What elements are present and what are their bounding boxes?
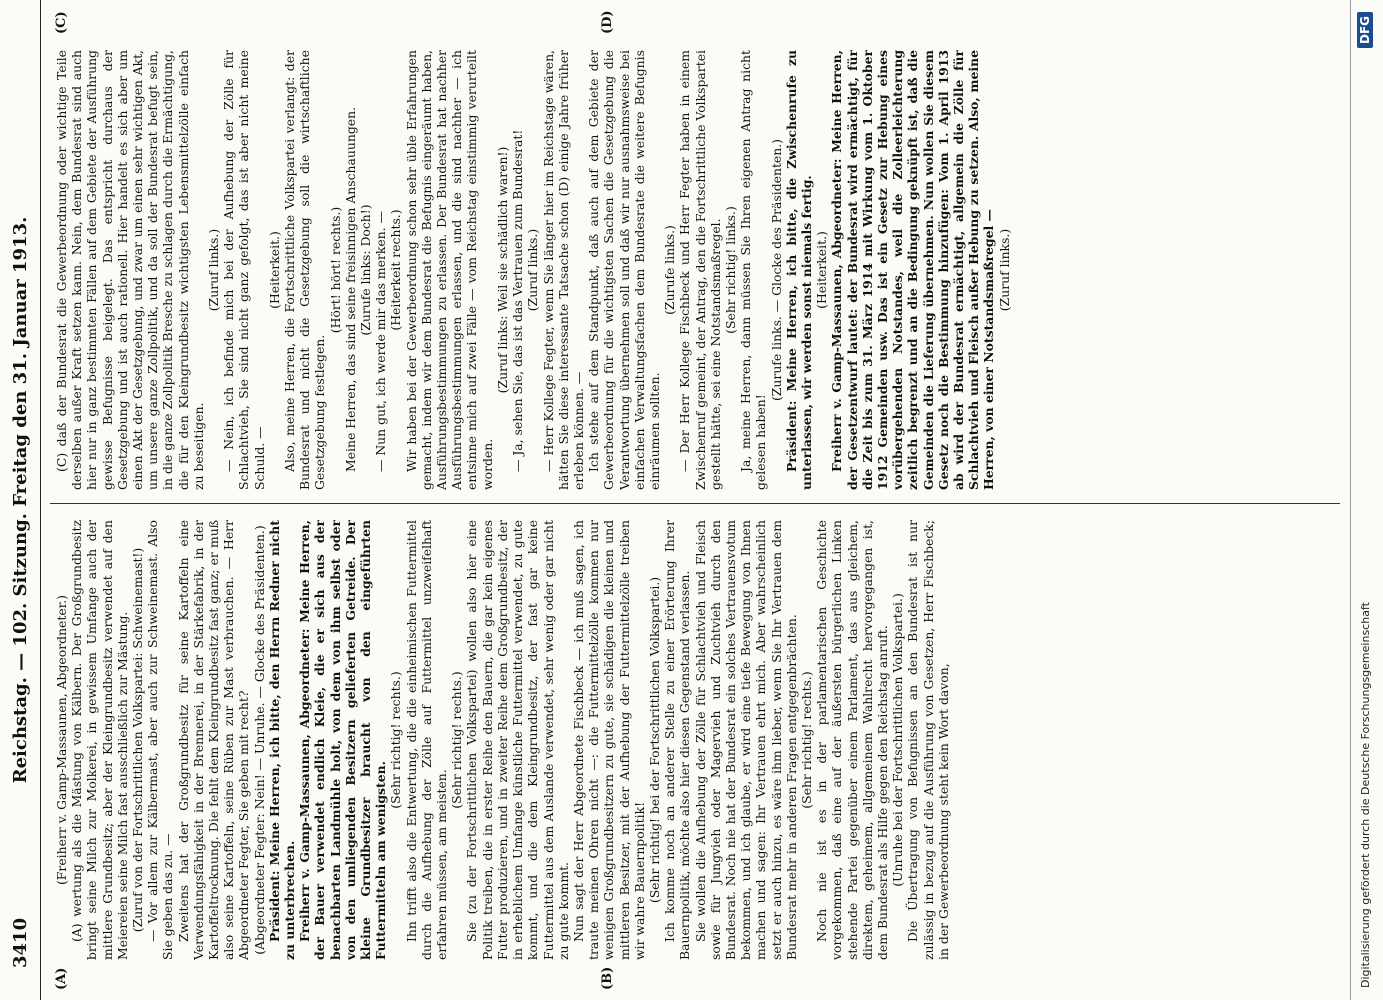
interjection: (Sehr richtig! rechts.) — [388, 671, 404, 809]
interjection: (Zuruf links: Weil sie schädlich waren!) — [494, 146, 510, 394]
interjection: (Sehr richtig! bei der Fortschrittlichen Volkspartei.) — [646, 576, 662, 904]
paragraph: Ihn trifft also die Entwertung, die die einheimischen Futtermittel durch die Aufhebung der Zölle auf Futtermittel unzweifelhaft erfahren müssen, am meisten. — [403, 520, 450, 960]
paragraph: Sie wollen die Aufhebung der Zölle für Schlachtvieh und Fleisch sowie für Jungvieh oder Magervieh und Zuchtvieh durch den Bundesrat. Noch nie hat der Bundesrat ein solches Vertrauensvotum bekommen, und ich glaube, er wird eine tiefe Bewegung von Ihnen machen und sagen: Ihr Vertrauen ehrt mich. Aber wahrscheinlich setzt er auch hinzu, es wäre ihm lieber, wenn Sie Ihr Vertrauen dem Bundesrat mehr in anderen Fragen entgegenbrächten. — [692, 520, 799, 960]
margin-marker-b: (B) — [600, 966, 615, 990]
interjection: (Zurufe links. — Glocke des Präsidenten.) — [768, 138, 784, 402]
paragraph: Nun sagt der Herr Abgeordnete Fischbeck — ich muß sagen, ich traute meinen Ohren nicht —: die Futtermittelzölle kommen nur wenigen Großgrundbesitzern zu gute, sie schädigen die kleinen und mittleren Besitzer, mit der Aufhebung der Futtermittelzölle treiben wir wahre Bauernpolitik! — [570, 520, 647, 960]
paragraph: Sie (zu der Fortschrittlichen Volkspartei) wollen also hier eine Politik treiben, die in erster Reihe den Bauern, die gar kein eigenes Futter produzieren, und in zweiter Reihe dem Großgrundbesitz, der in erheblichem Umfange künstliche Futtermittel verwendet, zu gute kommt, und die dem Kleingrundbesitz, der fast gar keine Futtermittel aus dem Auslande verwendet, sehr wenig oder gar nicht zu gute kommt. — [464, 520, 571, 960]
left-column — [54, 520, 1134, 960]
interjection: (Sehr richtig! rechts.) — [449, 671, 465, 809]
interjection: (Zurufe links: Doch!) — [358, 204, 374, 336]
interjection: (Hört! hört! rechts.) — [327, 206, 343, 334]
page-header — [0, 0, 41, 1000]
speaker-paragraph: Präsident: Meine Herren, ich bitte, den Herrn Redner nicht zu unterbrechen. — [266, 520, 298, 960]
dfg-logo: DFG — [1357, 12, 1373, 48]
interjection: (Freiherr v. Gamp-Massaunen, Abgeordneter.) — [54, 594, 69, 886]
margin-marker-a: (A) — [54, 967, 69, 990]
paragraph: Meine Herren, das sind seine freisinnigen Anschauungen. — [342, 106, 358, 472]
margin-marker-c: (C) — [54, 11, 69, 34]
paragraph: Ich komme noch an anderer Stelle zu einer Erörterung Ihrer Bauernpolitik, möchte also hier diesen Gegenstand verlassen. — [662, 520, 693, 960]
paragraph: — Vor allem zur Kälbermast, aber auch zur Schweinemast. Also Sie geben das zu. — — [145, 520, 176, 960]
paragraph: Wir haben bei der Gewerbeordnung schon sehr üble Erfahrungen gemacht, indem wir dem Bundesrat die Befugnis eingeräumt haben, Ausführungsbestimmungen zu erlassen. Der Bundesrat hat nachher Ausführungsbestimmungen erlassen, und die sind nachher — ich entsinne mich auf zwei Fälle — vom Reichstag einstimmig verurteilt worden. — [403, 50, 495, 490]
interjection: (Abgeordneter Fegter: Nein! — Unruhe. — Glocke des Präsidenten.) — [251, 525, 267, 955]
paragraph: Also, meine Herren, die Fortschrittliche Volkspartei verlangt: der Bundesrat und nicht die Gesetzgebung soll die wirtschaftliche Gesetzgebung festlegen. — [282, 50, 328, 490]
credit-text: Digitalisierung gefördert durch die Deutsche Forschungsgemeinschaft — [1359, 602, 1372, 988]
column-divider — [50, 503, 1340, 504]
interjection: (Zuruf links.) — [996, 228, 1012, 312]
interjection: (Zuruf von der Fortschrittlichen Volkspartei: Schweinemast!) — [130, 547, 146, 933]
paragraph: (C) daß der Bundesrat die Gewerbeordnung oder wichtige Teile derselben außer Kraft setzen kann. Nein, dem Bundesrat sind auch hier nur in ganz bestimmten Fällen auf dem Gebiete der Ausführung gewisse Befugnisse beigelegt. Das entspricht durchaus der Gesetzgebung und ist auch rationell. Hier handelt es sich aber um einen Akt der Gesetzgebung, und zwar um einen sehr wichtigen Akt, um unsere ganze Zollpolitik, und da soll der Bundesrat befugt sein, in die ganze Zollpolitik Bresche zu schlagen durch die Ermächtigung, die für den Kleingrundbesitz wichtigsten Lebensmittelzölle einfach zu beseitigen. — [54, 50, 206, 490]
interjection: (Zuruf links.) — [525, 228, 541, 312]
paragraph: Die Übertragung von Befugnissen an den Bundesrat ist nur zulässig in bezug auf die Ausführung von Gesetzen, Herr Fischbeck; in der Gewerbeordnung steht kein Wort davon, — [905, 520, 951, 960]
speaker-paragraph: Freiherr v. Gamp-Massaunen, Abgeordneter: Meine Herren, der Gesetzentwurf lautet: der Bundesrat wird ermächtigt, für die Zeit bis zum 31. März 1914 mit Wirkung vom 1. Oktober 1912 Gemeinden usw. Das ist ein Gesetz zur Hebung eines vorübergehenden Notstandes, weil die Zolleerleichterung zeitlich begrenzt und an die Bedingung geknüpft ist, daß die Gemeinden die Lieferung übernehmen. Nun wollen Sie diesem Gesetz noch die Bestimmung hinzufügen: Vom 1. April 1913 ab wird der Bundesrat ermächtigt, allgemein die Zölle für Schlachtvieh und Fleisch außer Hebung zu setzen. Also, meine Herren, von einer Notstandsmaßregel — — [829, 50, 997, 490]
interjection: (Zuruf links.) — [206, 228, 222, 312]
paragraph: Ich stehe auf dem Standpunkt, daß auch auf dem Gebiete der Gewerbeordnung für die wichtigsten Sachen die Gesetzgebung die Verantwortung übernehmen soll und daß wir nur ausnahmsweise bei einfachen Verwaltungsfachen dem Bundesrate die weitere Befugnis einräumen sollten. — [586, 50, 662, 490]
paragraph: — Nun gut, ich werde mir das merken. — — [373, 210, 389, 472]
interjection: (Unruhe bei der Fortschrittlichen Volkspartei.) — [890, 593, 906, 887]
paragraph: Ja, meine Herren, dann müssen Sie Ihren eigenen Antrag nicht gelesen haben! — [738, 50, 769, 490]
paragraph: Noch nie ist es in der parlamentarischen Geschichte vorgekommen, daß eine auf der äußersten bürgerlichen Linken stehende Partei gegenüber einem Parlament, das aus gleichem, direktem, geheimem, allgemeinem Wahlrecht hervorgegangen ist, dem Bundesrat als Hilfe gegen den Reichstag anruft. — [814, 520, 890, 960]
interjection: (Sehr richtig! links.) — [722, 206, 738, 334]
paragraph: Zweitens hat der Großgrundbesitz für seine Kartoffeln eine Verwendungsfähigkeit in der Brennerei, in der Stärkefabrik, in der Kartoffeltrocknung. Die fehlt dem Kleingrundbesitz fast ganz; er muß also seine Kartoffeln, seine Rüben zur Mast verbrauchen. — Herr Abgeordneter Fegter, Sie geben mit recht? — [175, 520, 252, 960]
speaker-paragraph: Präsident: Meine Herren, ich bitte, die Zwischenrufe zu unterlassen, wir werden sonst niemals fertig. — [783, 50, 814, 490]
page-title: Reichstag. — 102. Sitzung. Freitag den 31. Januar 1913. — [10, 216, 31, 784]
paragraph: — Der Herr Kollege Fischbeck und Herr Fegter haben in einem Zwischenruf gemeint, der Antrag, den die Fortschrittliche Volkspartei gestellt hätte, sei eine Notstandsmaßregel. — [677, 50, 723, 490]
right-column — [54, 50, 1134, 490]
paragraph: — Ja, sehen Sie, das ist das Vertrauen zum Bundesrat! — [510, 129, 526, 472]
paragraph: — Herr Kollege Fegter, wenn Sie länger hier im Reichstage wären, hätten Sie diese interessante Tatsache schon (D) einige Jahre früher erleben können. — — [540, 50, 586, 490]
margin-marker-d: (D) — [600, 10, 615, 34]
speaker-paragraph: Freiherr v. Gamp-Massaunen, Abgeordneter: Meine Herren, der Bauer verwendet endlich Kleie, die er sich aus der benachbarten Landmühle holt, von dem von ihm selbst oder von den umliegenden Besitzern gelieferten Getreide. Der kleine Grundbesitzer braucht von den eingeführten Futtermitteln am wenigsten. — [297, 520, 389, 960]
interjection: (Heiterkeit.) — [814, 231, 830, 309]
paragraph: (A) wertung als die Mästung von Kälbern. Der Großgrundbesitz bringt seine Milch zur Molkerei, in gewissem Umfange auch der mittlere Grundbesitz; aber der Kleingrundbesitz verwendet auf den Meiereien seine Milch fast ausschließlich zur Mästung. — [69, 520, 130, 960]
page-number: 3410 — [10, 917, 31, 968]
interjection: (Heiterkeit.) — [266, 231, 282, 309]
interjection: (Sehr richtig! rechts.) — [798, 671, 814, 809]
digitization-credit — [1350, 0, 1383, 1000]
interjection: (Zurufe links.) — [662, 225, 678, 315]
paragraph: — Nein, ich befinde mich bei der Aufhebung der Zölle für Schlachtvieh, Sie sind nicht ganz gefolgt, das ist aber nicht meine Schuld. — — [221, 50, 267, 490]
interjection: (Heiterkeit rechts.) — [388, 209, 404, 331]
